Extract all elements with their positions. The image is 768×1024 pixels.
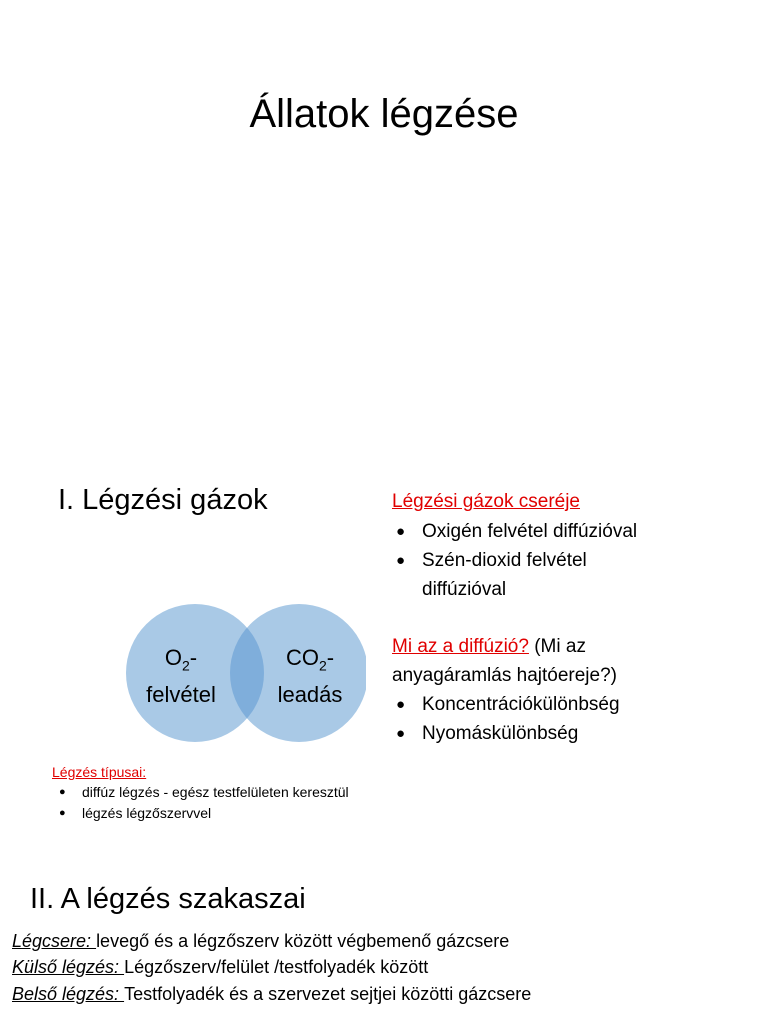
venn-right-suffix: -	[326, 645, 335, 670]
venn-right-line2: leadás	[277, 682, 343, 708]
definition-text: Légzőszerv/felület /testfolyadék között	[124, 957, 429, 977]
definition-term: Külső légzés:	[12, 957, 125, 977]
venn-left-sub: 2	[182, 657, 190, 674]
section1-heading: I. Légzési gázok	[58, 484, 268, 516]
diffusion-question	[392, 632, 586, 661]
venn-right-main: CO	[285, 645, 319, 670]
diffusion-question-rest: (Mi az	[528, 636, 586, 657]
diffusion-list	[392, 690, 752, 748]
exchange-item-co2-line1: Szén-dioxid felvétel	[422, 550, 587, 571]
venn-left-suffix: -	[189, 645, 198, 670]
venn-right-label	[260, 643, 360, 709]
types-list	[52, 782, 452, 824]
page-title: Állatok légzése	[249, 92, 519, 136]
definition-row	[12, 928, 509, 954]
exchange-item-oxygen: ● Oxigén felvétel diffúzióval	[392, 517, 752, 546]
definition-term: Légcsere:	[12, 931, 97, 951]
definition-row	[12, 954, 428, 980]
definition-text: levegő és a légzőszerv között végbemenő gázcsere	[96, 931, 510, 951]
diffusion-question-link: Mi az a diffúzió?	[392, 636, 529, 657]
diffusion-item-pressure: ● Nyomáskülönbség	[392, 719, 752, 748]
diffusion-item-concentration: ● Koncentrációkülönbség	[392, 690, 752, 719]
types-heading: Légzés típusai:	[52, 764, 147, 780]
venn-left-line2: felvétel	[146, 682, 216, 708]
definition-text: Testfolyadék és a szervezet sejtjei közötti gázcsere	[124, 984, 532, 1004]
exchange-item-co2-line2: diffúzióval	[422, 579, 507, 600]
section2-heading: II. A légzés szakaszai	[30, 883, 306, 915]
exchange-list	[392, 517, 752, 604]
venn-left-label	[131, 643, 231, 709]
types-item-diffuse: ● diffúz légzés - egész testfelületen keresztül	[52, 782, 452, 803]
exchange-item-co2	[392, 546, 752, 604]
diffusion-question-line2: anyagáramlás hajtóereje?)	[392, 665, 617, 686]
venn-left-main: O	[164, 645, 182, 670]
definition-row	[12, 981, 531, 1007]
exchange-heading: Légzési gázok cseréje	[392, 491, 580, 512]
venn-right-sub: 2	[318, 657, 327, 674]
types-item-organ: ● légzés légzőszervvel	[52, 803, 452, 824]
definition-term: Belső légzés:	[12, 984, 125, 1004]
